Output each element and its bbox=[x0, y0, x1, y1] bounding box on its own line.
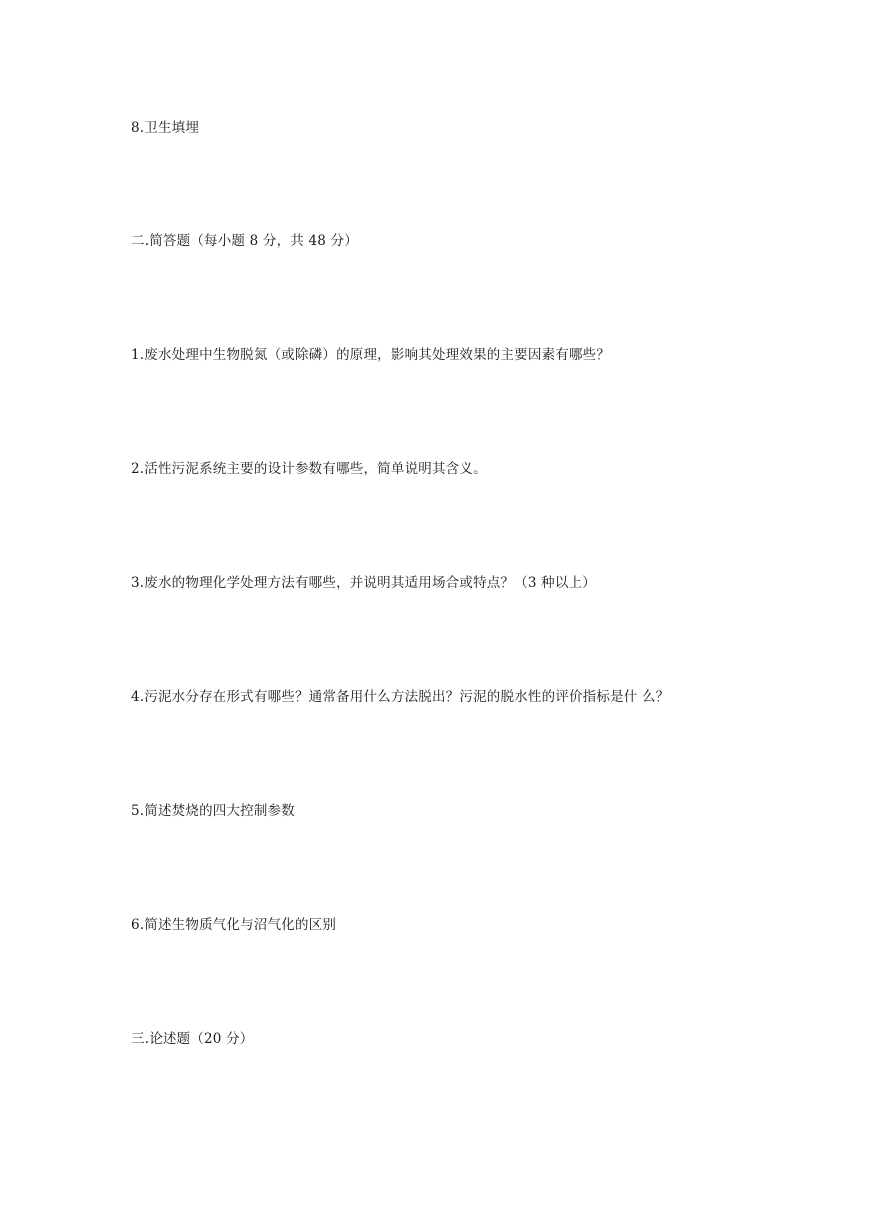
question-4: 4.污泥水分存在形式有哪些？通常备用什么方法脱出？污泥的脱水性的评价指标是什 么？ bbox=[131, 689, 670, 705]
section-heading-short-answer: 二.简答题（每小题 8 分，共 48 分） bbox=[131, 233, 358, 249]
question-6: 6.简述生物质气化与沼气化的区别 bbox=[131, 917, 337, 933]
item-sanitary-landfill: 8.卫生填埋 bbox=[131, 120, 200, 136]
question-2: 2.活性污泥系统主要的设计参数有哪些，简单说明其含义。 bbox=[131, 461, 487, 477]
question-3: 3.废水的物理化学处理方法有哪些，并说明其适用场合或特点？（3 种以上） bbox=[131, 575, 596, 591]
section-heading-essay: 三.论述题（20 分） bbox=[131, 1031, 254, 1047]
question-1: 1.废水处理中生物脱氮（或除磷）的原理，影响其处理效果的主要因素有哪些？ bbox=[131, 347, 611, 363]
question-5: 5.简述焚烧的四大控制参数 bbox=[131, 803, 295, 819]
